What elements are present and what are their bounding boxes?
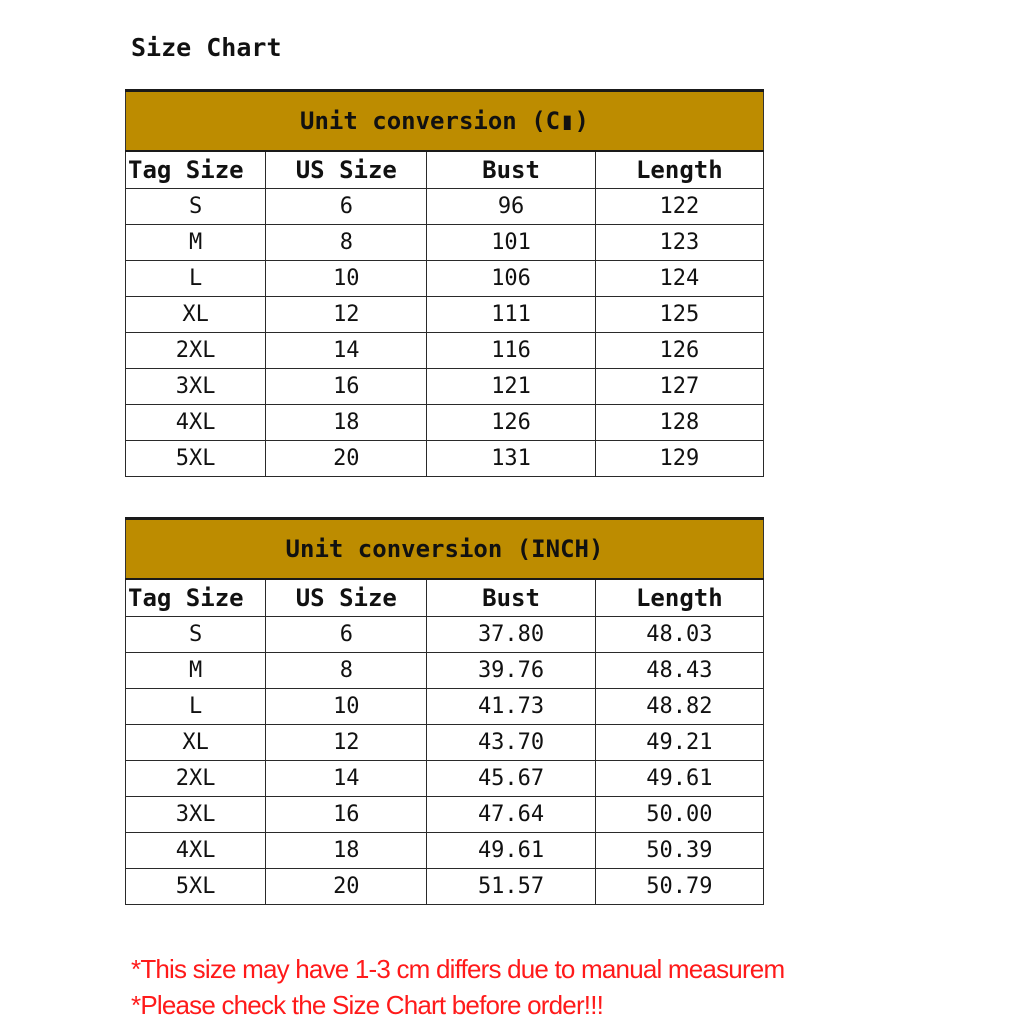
- cell-tag-size: M: [126, 653, 266, 689]
- size-table-inch: [125, 517, 764, 905]
- cell-bust: 131: [427, 441, 595, 477]
- cell-us-size: 8: [266, 653, 427, 689]
- cell-us-size: 8: [266, 225, 427, 261]
- size-table-cm: [125, 89, 764, 477]
- cell-us-size: 18: [266, 833, 427, 869]
- column-header-tag-size: Tag Size: [126, 151, 266, 189]
- table-row: [126, 333, 764, 369]
- table-heading: Unit conversion (C▮): [126, 91, 764, 152]
- column-header-length: Length: [595, 579, 763, 617]
- cell-tag-size: S: [126, 189, 266, 225]
- cell-us-size: 10: [266, 261, 427, 297]
- column-header-tag-size: Tag Size: [126, 579, 266, 617]
- table-row: [126, 653, 764, 689]
- cell-us-size: 16: [266, 797, 427, 833]
- cell-us-size: 14: [266, 333, 427, 369]
- cell-us-size: 20: [266, 869, 427, 905]
- cell-length: 50.39: [595, 833, 763, 869]
- cell-tag-size: 3XL: [126, 369, 266, 405]
- cell-bust: 43.70: [427, 725, 595, 761]
- table-row: [126, 297, 764, 333]
- cell-tag-size: L: [126, 261, 266, 297]
- cell-bust: 106: [427, 261, 595, 297]
- table-row: [126, 225, 764, 261]
- notes: [131, 951, 784, 1023]
- cell-us-size: 20: [266, 441, 427, 477]
- table-row: [126, 617, 764, 653]
- column-header-row: [126, 579, 764, 617]
- cell-length: 126: [595, 333, 763, 369]
- cell-tag-size: XL: [126, 297, 266, 333]
- column-header-us-size: US Size: [266, 151, 427, 189]
- column-header-row: [126, 151, 764, 189]
- table-row: [126, 869, 764, 905]
- cell-us-size: 12: [266, 725, 427, 761]
- cell-length: 50.00: [595, 797, 763, 833]
- table-row: [126, 689, 764, 725]
- cell-length: 127: [595, 369, 763, 405]
- cell-length: 48.43: [595, 653, 763, 689]
- cell-bust: 111: [427, 297, 595, 333]
- cell-bust: 51.57: [427, 869, 595, 905]
- cell-length: 49.61: [595, 761, 763, 797]
- cell-us-size: 14: [266, 761, 427, 797]
- table-row: [126, 833, 764, 869]
- cell-tag-size: 3XL: [126, 797, 266, 833]
- cell-bust: 39.76: [427, 653, 595, 689]
- cell-bust: 126: [427, 405, 595, 441]
- cell-us-size: 10: [266, 689, 427, 725]
- table-row: [126, 441, 764, 477]
- cell-us-size: 6: [266, 189, 427, 225]
- cell-tag-size: 5XL: [126, 869, 266, 905]
- column-header-us-size: US Size: [266, 579, 427, 617]
- cell-tag-size: 2XL: [126, 761, 266, 797]
- cell-bust: 49.61: [427, 833, 595, 869]
- cell-tag-size: 2XL: [126, 333, 266, 369]
- column-header-bust: Bust: [427, 579, 595, 617]
- cell-bust: 45.67: [427, 761, 595, 797]
- cell-length: 128: [595, 405, 763, 441]
- cell-length: 129: [595, 441, 763, 477]
- table-row: [126, 189, 764, 225]
- cell-tag-size: S: [126, 617, 266, 653]
- cell-tag-size: 4XL: [126, 405, 266, 441]
- cell-us-size: 18: [266, 405, 427, 441]
- note-line: *Please check the Size Chart before order!!!: [131, 990, 604, 1020]
- cell-bust: 121: [427, 369, 595, 405]
- cell-tag-size: 4XL: [126, 833, 266, 869]
- table-heading: Unit conversion (INCH): [126, 519, 764, 580]
- column-header-bust: Bust: [427, 151, 595, 189]
- column-header-length: Length: [595, 151, 763, 189]
- cell-bust: 116: [427, 333, 595, 369]
- cell-bust: 47.64: [427, 797, 595, 833]
- cell-bust: 101: [427, 225, 595, 261]
- page-title: Size Chart: [131, 33, 282, 62]
- note-line: *This size may have 1-3 cm differs due to manual measurem: [131, 954, 785, 984]
- cell-tag-size: XL: [126, 725, 266, 761]
- table-row: [126, 761, 764, 797]
- cell-bust: 41.73: [427, 689, 595, 725]
- cell-length: 48.03: [595, 617, 763, 653]
- table-row: [126, 797, 764, 833]
- cell-length: 122: [595, 189, 763, 225]
- cell-tag-size: L: [126, 689, 266, 725]
- cell-us-size: 12: [266, 297, 427, 333]
- cell-us-size: 6: [266, 617, 427, 653]
- table-row: [126, 725, 764, 761]
- cell-length: 49.21: [595, 725, 763, 761]
- cell-tag-size: M: [126, 225, 266, 261]
- table-row: [126, 261, 764, 297]
- table-heading-row: [126, 519, 764, 580]
- cell-tag-size: 5XL: [126, 441, 266, 477]
- cell-length: 48.82: [595, 689, 763, 725]
- cell-length: 50.79: [595, 869, 763, 905]
- cell-length: 124: [595, 261, 763, 297]
- table-row: [126, 369, 764, 405]
- cell-length: 125: [595, 297, 763, 333]
- cell-bust: 37.80: [427, 617, 595, 653]
- cell-us-size: 16: [266, 369, 427, 405]
- table-heading-row: [126, 91, 764, 152]
- cell-bust: 96: [427, 189, 595, 225]
- table-row: [126, 405, 764, 441]
- cell-length: 123: [595, 225, 763, 261]
